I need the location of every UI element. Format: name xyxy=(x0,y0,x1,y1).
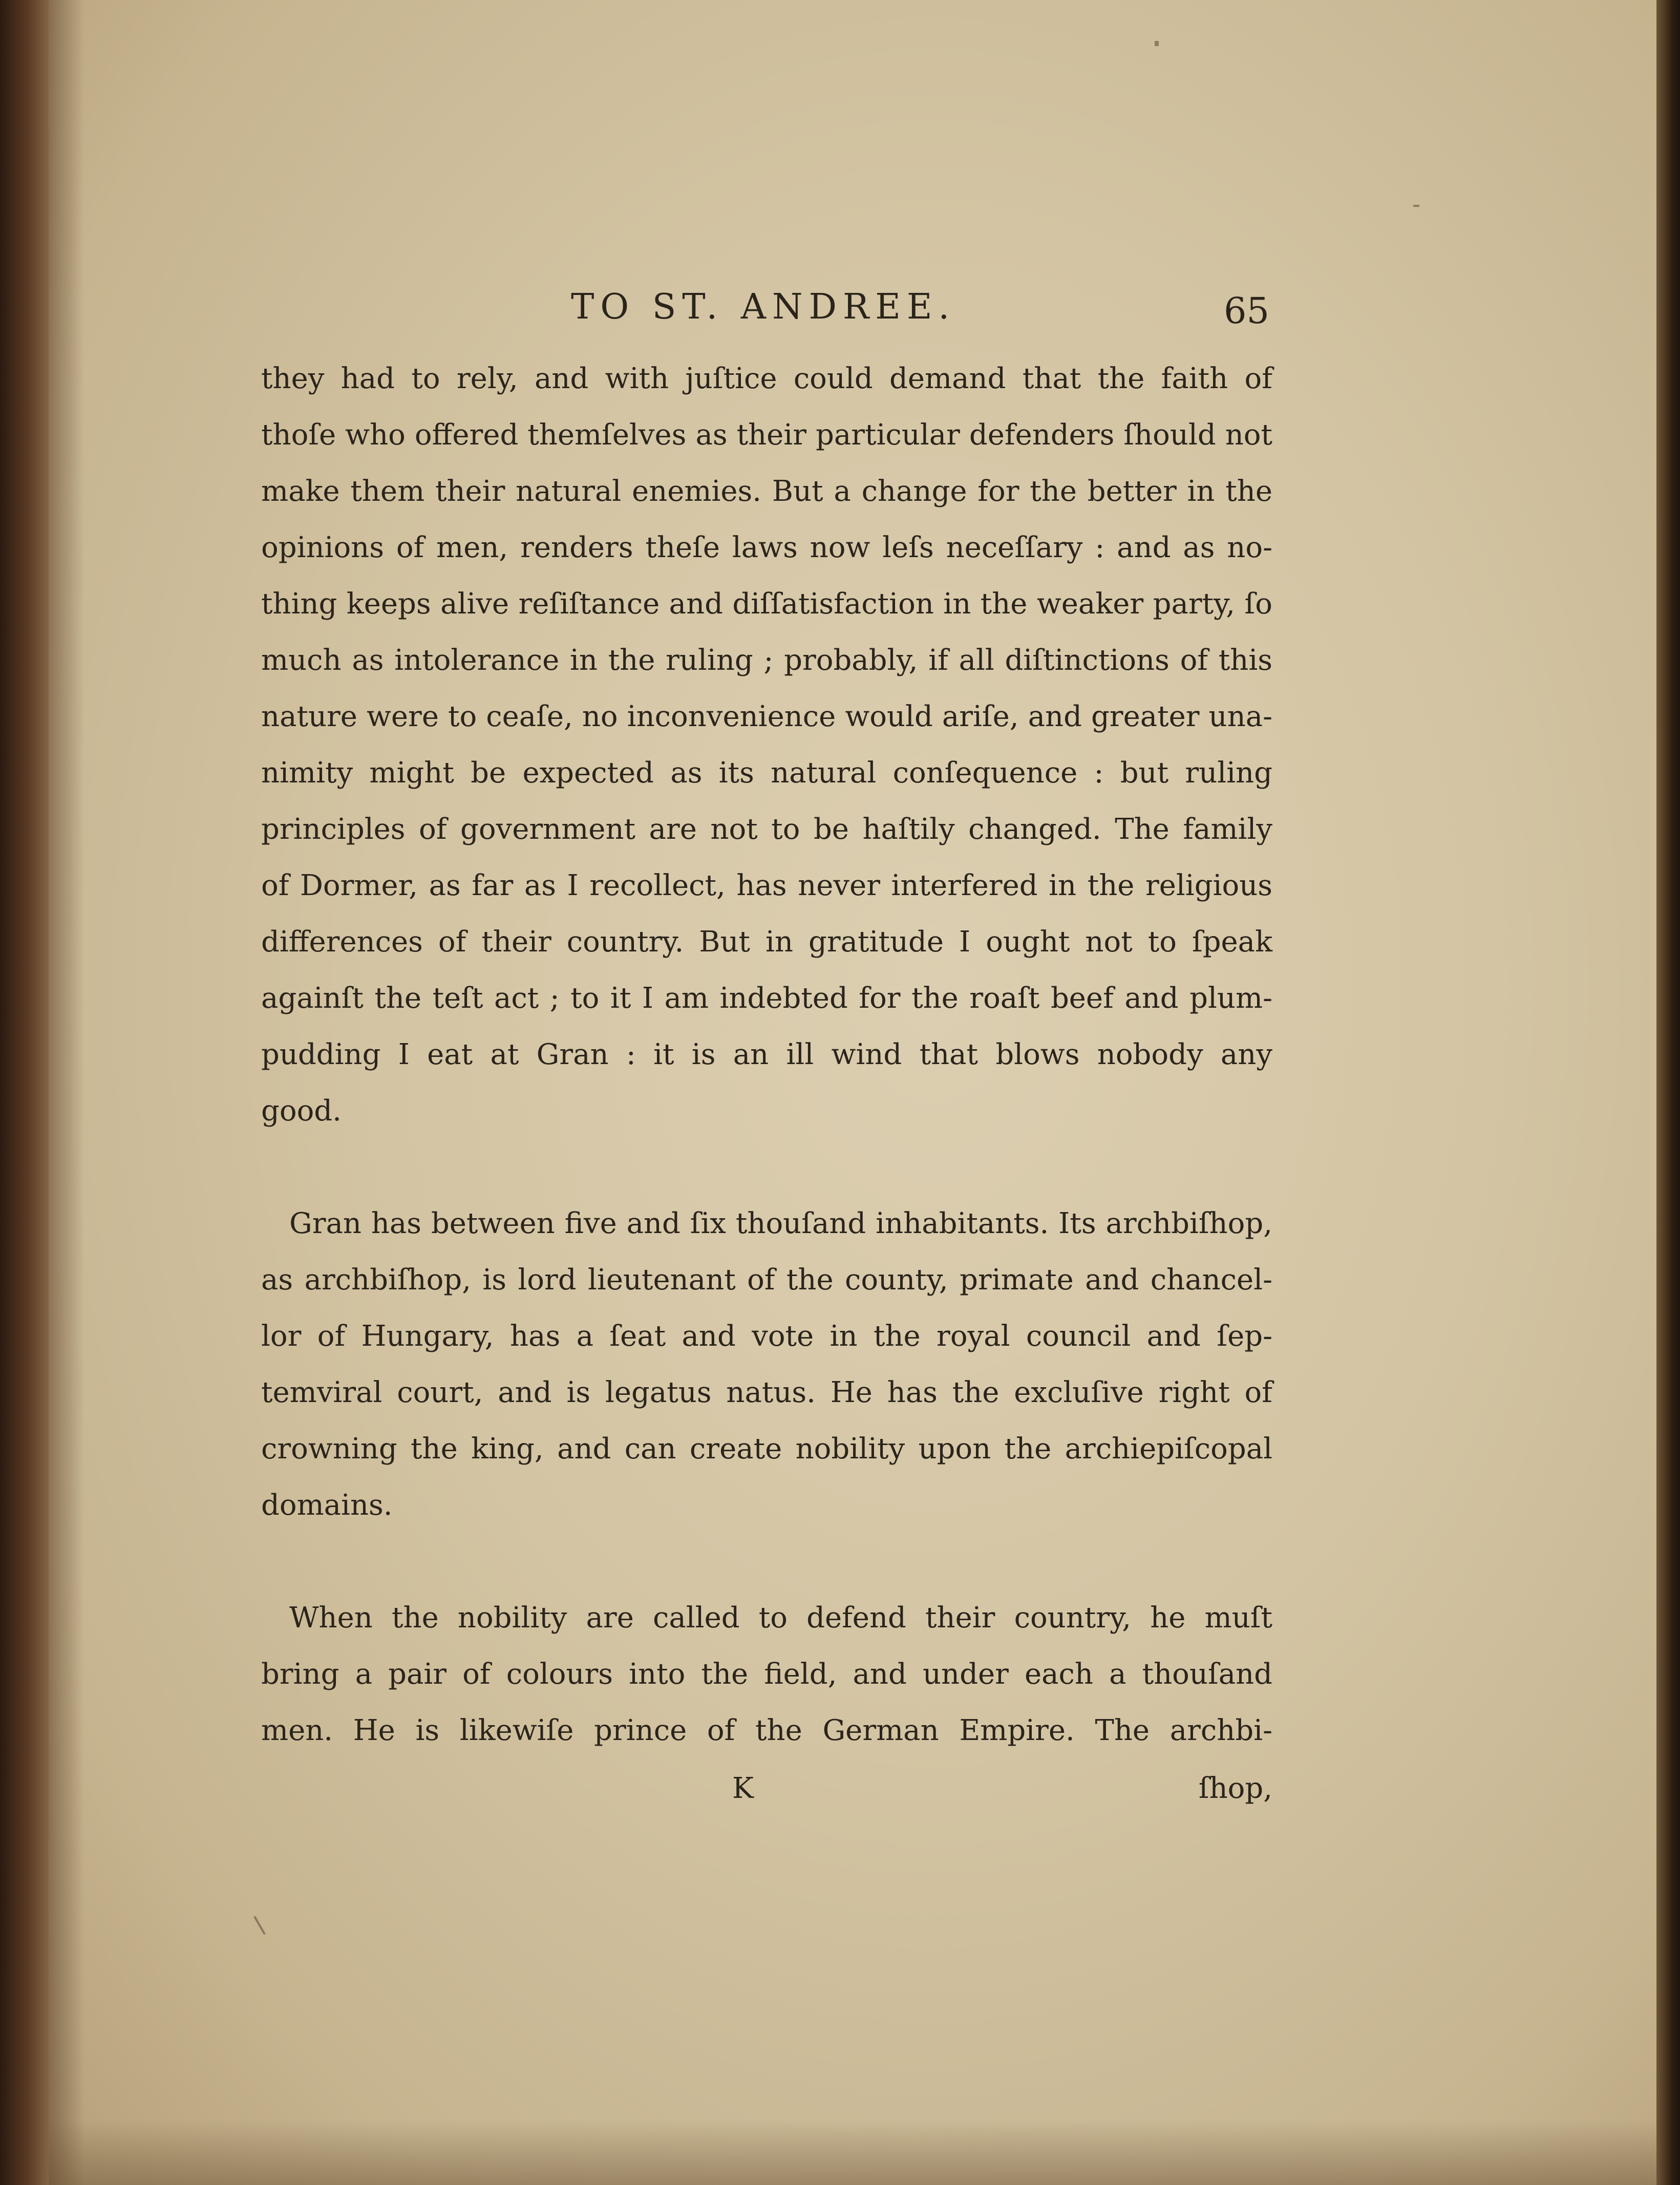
signature-mark: K xyxy=(732,1772,754,1805)
text-line: nature were to ceaſe, no inconvenience would ariſe, and greater una- xyxy=(261,700,1272,733)
text-line: When the nobility are called to defend their country, he muſt xyxy=(289,1601,1272,1635)
text-line: differences of their country. But in gratitude I ought not to ſpeak xyxy=(261,925,1272,959)
text-line: bring a pair of colours into the field, and under each a thouſand xyxy=(261,1658,1272,1691)
text-line: much as intolerance in the ruling ; probably, if all diſtinctions of this xyxy=(261,644,1272,677)
text-line: men. He is likewiſe prince of the German Empire. The archbi- xyxy=(261,1714,1272,1747)
page-number: 65 xyxy=(1224,290,1270,332)
book-binding xyxy=(0,0,51,2185)
text-line: againſt the teſt act ; to it I am indebted for the roaſt beef and plum- xyxy=(261,982,1272,1015)
text-line: principles of government are not to be haſtily changed. The family xyxy=(261,813,1272,846)
text-line: thing keeps alive reſiſtance and diſſatisfaction in the weaker party, ſo xyxy=(261,587,1272,621)
text-line: make them their natural enemies. But a change for the better in the xyxy=(261,475,1272,508)
page-edge xyxy=(1656,0,1680,2185)
running-title: TO ST. ANDREE. xyxy=(571,287,956,327)
text-line: Gran has between five and ſix thouſand inhabitants. Its archbiſhop, xyxy=(289,1207,1272,1240)
text-line: as archbiſhop, is lord lieutenant of the county, primate and chancel- xyxy=(261,1263,1272,1297)
text-line: thoſe who offered themſelves as their particular defenders ſhould not xyxy=(261,418,1272,452)
text-line: of Dormer, as far as I recollect, has never interfered in the religious xyxy=(261,869,1272,902)
ink-speck xyxy=(1155,41,1159,46)
text-line: temviral court, and is legatus natus. He has the excluſive right of xyxy=(261,1376,1272,1409)
text-line: opinions of men, renders theſe laws now leſs neceſſary : and as no- xyxy=(261,531,1272,564)
text-line: lor of Hungary, has a ſeat and vote in the royal council and ſep- xyxy=(261,1320,1272,1353)
gutter-shadow xyxy=(49,0,84,2185)
ink-speck xyxy=(1413,205,1419,207)
text-line: they had to rely, and with juſtice could demand that the faith of xyxy=(261,362,1272,395)
text-line: pudding I eat at Gran : it is an ill wind that blows nobody any xyxy=(261,1038,1272,1071)
page-footer xyxy=(261,1772,1272,1813)
text-line: good. xyxy=(261,1094,342,1128)
text-line: domains. xyxy=(261,1489,393,1522)
catchword: ſhop, xyxy=(1198,1772,1272,1805)
text-line: nimity might be expected as its natural conſequence : but ruling xyxy=(261,756,1272,790)
bottom-shadow xyxy=(49,2120,1656,2185)
text-line: crowning the king, and can create nobility upon the archiepiſcopal xyxy=(261,1432,1272,1466)
